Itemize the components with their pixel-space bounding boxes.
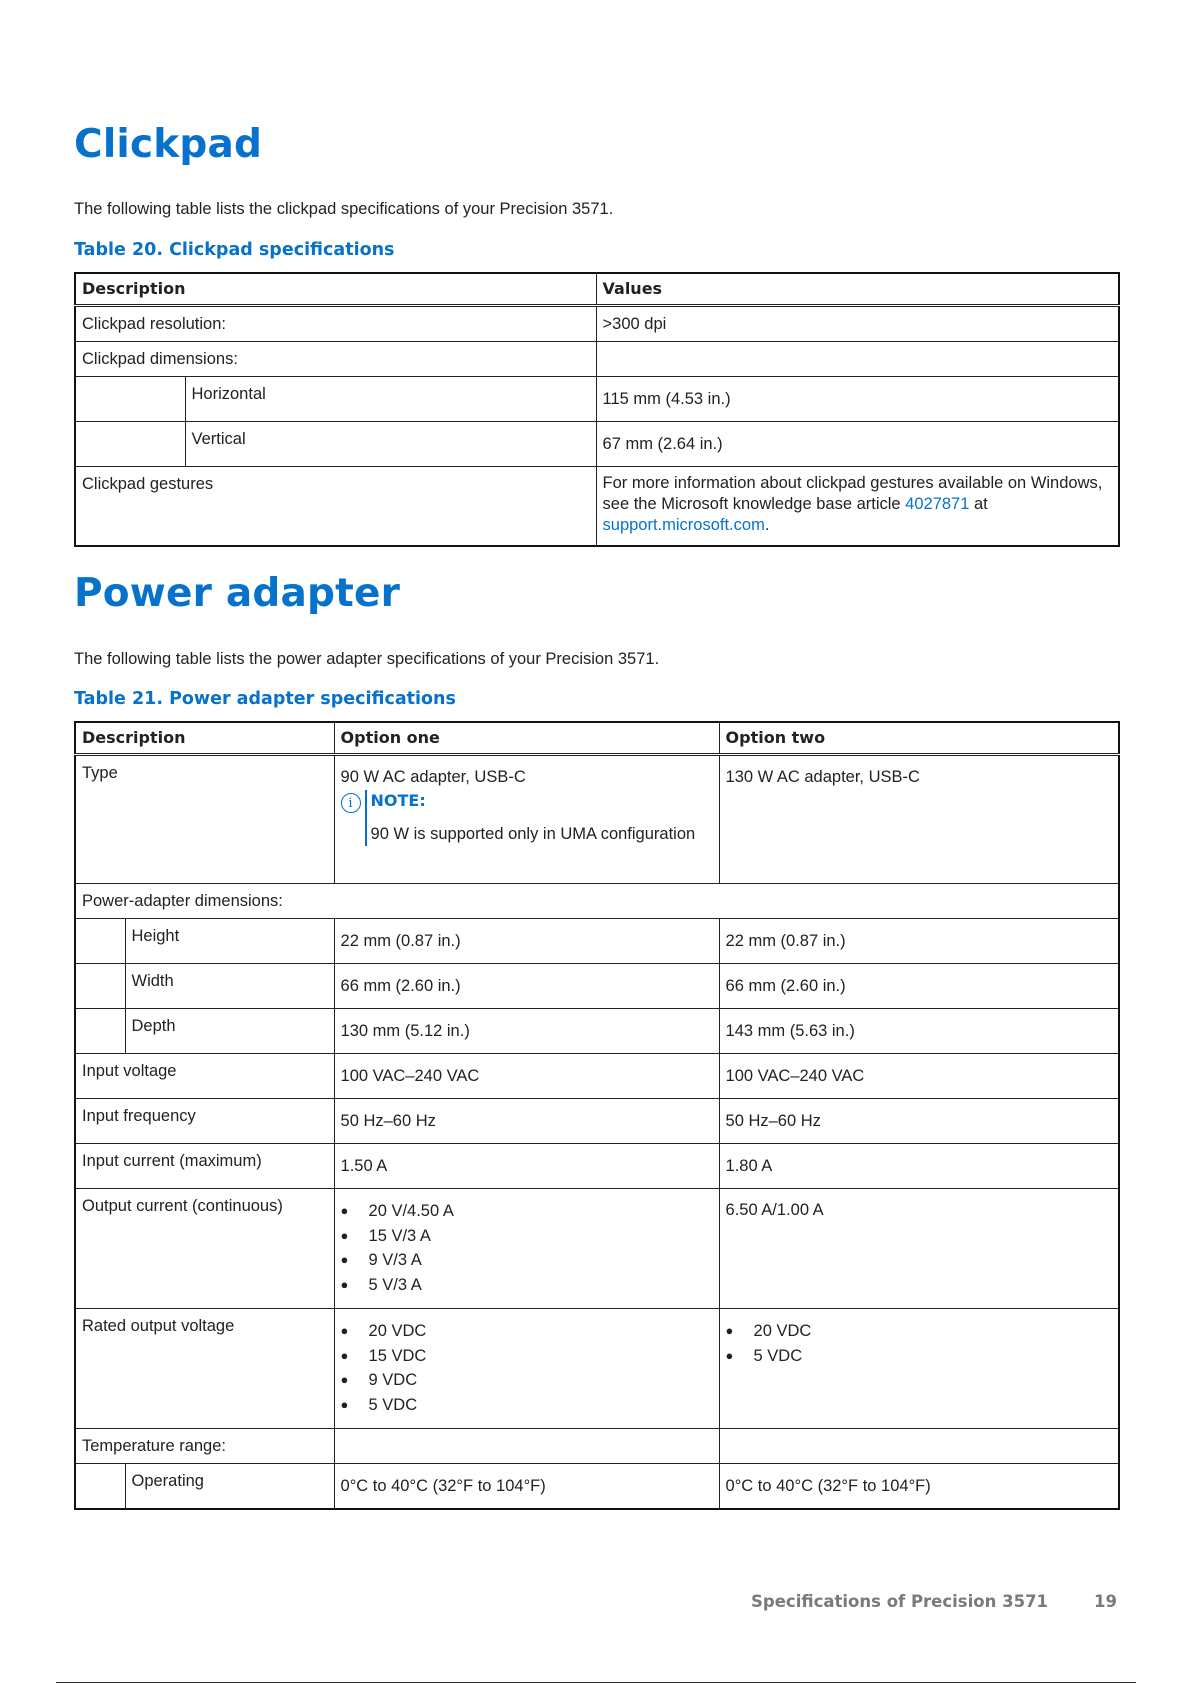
table-row bbox=[75, 1309, 1119, 1429]
row-value: 0°C to 40°C (32°F to 104°F) bbox=[334, 1464, 719, 1509]
row-value: 66 mm (2.60 in.) bbox=[719, 964, 1119, 1009]
power-adapter-table-caption: Table 21. Power adapter specifications bbox=[74, 689, 456, 709]
row-value-empty bbox=[596, 342, 1119, 377]
row-label: Vertical bbox=[185, 422, 596, 467]
support-microsoft-link[interactable]: support.microsoft.com bbox=[602, 516, 765, 534]
row-value: 1.50 A bbox=[334, 1144, 719, 1189]
clickpad-heading: Clickpad bbox=[74, 122, 263, 167]
row-value: 50 Hz–60 Hz bbox=[334, 1099, 719, 1144]
indent-cell bbox=[75, 377, 185, 422]
row-value bbox=[596, 467, 1119, 546]
rated-voltage-list bbox=[341, 1319, 713, 1417]
row-label: Input frequency bbox=[75, 1099, 334, 1144]
row-value bbox=[334, 755, 719, 884]
row-label: Input voltage bbox=[75, 1054, 334, 1099]
row-value: 67 mm (2.64 in.) bbox=[596, 422, 1119, 467]
header-option-two: Option two bbox=[719, 722, 1119, 755]
indent-cell bbox=[75, 919, 125, 964]
table-row bbox=[75, 1099, 1119, 1144]
row-value bbox=[719, 1309, 1119, 1429]
row-value: 130 mm (5.12 in.) bbox=[334, 1009, 719, 1054]
header-description: Description bbox=[75, 273, 596, 306]
row-value: 1.80 A bbox=[719, 1144, 1119, 1189]
row-label: Power-adapter dimensions: bbox=[75, 884, 1119, 919]
indent-cell bbox=[75, 964, 125, 1009]
row-value: 115 mm (4.53 in.) bbox=[596, 377, 1119, 422]
gestures-text: . bbox=[764, 516, 770, 534]
table-row bbox=[75, 306, 1119, 342]
row-label: Input current (maximum) bbox=[75, 1144, 334, 1189]
row-value bbox=[334, 1309, 719, 1429]
page-number: 19 bbox=[1094, 1592, 1117, 1611]
footer-divider bbox=[56, 1682, 1136, 1683]
info-icon: i bbox=[341, 793, 361, 813]
kb-article-link[interactable]: 4027871 bbox=[905, 495, 970, 513]
row-value: 143 mm (5.63 in.) bbox=[719, 1009, 1119, 1054]
row-value: 100 VAC–240 VAC bbox=[719, 1054, 1119, 1099]
table-row bbox=[75, 884, 1119, 919]
output-current-list bbox=[341, 1199, 713, 1297]
row-label: Output current (continuous) bbox=[75, 1189, 334, 1309]
row-value: >300 dpi bbox=[596, 306, 1119, 342]
table-row bbox=[75, 1429, 1119, 1464]
list-item: ● 20 VDC bbox=[726, 1319, 1113, 1344]
row-label: Temperature range: bbox=[75, 1429, 334, 1464]
table-row bbox=[75, 1144, 1119, 1189]
list-item: ● 9 V/3 A bbox=[341, 1248, 713, 1273]
power-adapter-table bbox=[74, 721, 1120, 1510]
row-label: Width bbox=[125, 964, 334, 1009]
clickpad-table-caption: Table 20. Clickpad specifications bbox=[74, 240, 395, 260]
row-value bbox=[334, 1189, 719, 1309]
indent-cell bbox=[75, 1464, 125, 1509]
list-item: ● 5 VDC bbox=[726, 1344, 1113, 1369]
table-row bbox=[75, 422, 1119, 467]
indent-cell bbox=[75, 1009, 125, 1054]
row-label: Clickpad dimensions: bbox=[75, 342, 596, 377]
page-footer bbox=[751, 1592, 1117, 1611]
table-row bbox=[75, 1189, 1119, 1309]
table-header-row bbox=[75, 722, 1119, 755]
row-value: 130 W AC adapter, USB-C bbox=[719, 755, 1119, 884]
footer-title: Specifications of Precision 3571 bbox=[751, 1592, 1049, 1611]
list-item: ● 5 V/3 A bbox=[341, 1273, 713, 1298]
row-value-empty bbox=[334, 1429, 719, 1464]
list-item: ● 15 V/3 A bbox=[341, 1224, 713, 1249]
table-row bbox=[75, 377, 1119, 422]
list-item: ● 5 VDC bbox=[341, 1393, 713, 1418]
row-value: 22 mm (0.87 in.) bbox=[334, 919, 719, 964]
row-label: Clickpad gestures bbox=[75, 467, 596, 546]
list-item: ● 20 VDC bbox=[341, 1319, 713, 1344]
note-box bbox=[341, 790, 713, 846]
row-value: 22 mm (0.87 in.) bbox=[719, 919, 1119, 964]
gestures-text: For more information about clickpad gestures available on Windows, see the Microsoft knowledge base article bbox=[602, 474, 1103, 513]
note-text: 90 W is supported only in UMA configuration bbox=[370, 825, 696, 843]
clickpad-intro: The following table lists the clickpad specifications of your Precision 3571. bbox=[74, 200, 614, 218]
power-adapter-intro: The following table lists the power adapter specifications of your Precision 3571. bbox=[74, 650, 660, 668]
indent-cell bbox=[75, 422, 185, 467]
row-label: Horizontal bbox=[185, 377, 596, 422]
table-row bbox=[75, 342, 1119, 377]
table-row bbox=[75, 467, 1119, 546]
row-value-empty bbox=[719, 1429, 1119, 1464]
header-description: Description bbox=[75, 722, 334, 755]
row-value: 0°C to 40°C (32°F to 104°F) bbox=[719, 1464, 1119, 1509]
table-row bbox=[75, 1009, 1119, 1054]
table-header-row bbox=[75, 273, 1119, 306]
list-item: ● 9 VDC bbox=[341, 1368, 713, 1393]
note-body bbox=[365, 790, 696, 846]
table-row bbox=[75, 964, 1119, 1009]
row-label: Clickpad resolution: bbox=[75, 306, 596, 342]
row-value: 6.50 A/1.00 A bbox=[719, 1189, 1119, 1309]
row-label: Depth bbox=[125, 1009, 334, 1054]
table-row bbox=[75, 919, 1119, 964]
rated-voltage-list bbox=[726, 1319, 1113, 1368]
type-option-one: 90 W AC adapter, USB-C bbox=[340, 768, 526, 786]
header-option-one: Option one bbox=[334, 722, 719, 755]
header-values: Values bbox=[596, 273, 1119, 306]
table-row bbox=[75, 755, 1119, 884]
clickpad-table bbox=[74, 272, 1120, 547]
list-item: ● 20 V/4.50 A bbox=[341, 1199, 713, 1224]
gestures-text: at bbox=[969, 495, 988, 513]
row-label: Type bbox=[75, 755, 334, 884]
row-label: Height bbox=[125, 919, 334, 964]
row-label: Rated output voltage bbox=[75, 1309, 334, 1429]
row-value: 100 VAC–240 VAC bbox=[334, 1054, 719, 1099]
table-row bbox=[75, 1054, 1119, 1099]
row-value: 66 mm (2.60 in.) bbox=[334, 964, 719, 1009]
row-label: Operating bbox=[125, 1464, 334, 1509]
row-value: 50 Hz–60 Hz bbox=[719, 1099, 1119, 1144]
list-item: ● 15 VDC bbox=[341, 1344, 713, 1369]
table-row bbox=[75, 1464, 1119, 1509]
power-adapter-heading: Power adapter bbox=[74, 571, 401, 616]
note-title: NOTE: bbox=[370, 791, 426, 810]
